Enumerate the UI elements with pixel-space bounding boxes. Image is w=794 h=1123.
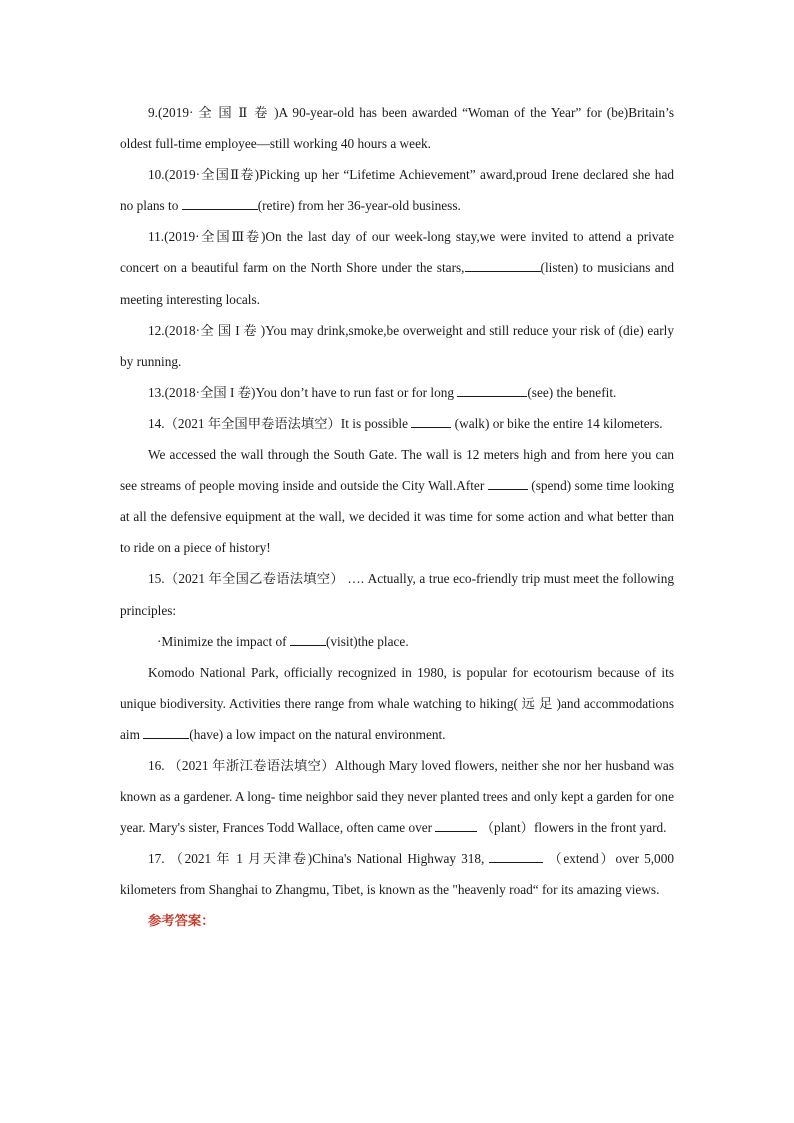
question-text: 12.(2018·全 国 I 卷 )You may drink,smoke,be overweight and still reduce your risk of (die) early by running.: [120, 322, 674, 369]
question-text: 15.（2021 年全国乙卷语法填空） …. Actually, a true eco-friendly trip must meet the following principles:: [120, 571, 674, 618]
question-12: [120, 315, 674, 377]
question-13: [120, 377, 674, 408]
answer-blank[interactable]: [411, 415, 451, 428]
question-text-pre: Komodo National Park, officially recognized in 1980, is popular for ecotourism because of its unique biodiversity. Activities there range from whale watching to hiking( 远 足 )and accommodations aim: [120, 664, 674, 742]
question-text-post: （plant）flowers in the front yard.: [477, 820, 667, 836]
question-17: [120, 843, 674, 905]
question-text-post: (have) a low impact on the natural environment.: [189, 726, 446, 742]
question-9: [120, 97, 674, 159]
question-text-pre: ·Minimize the impact of: [157, 633, 290, 649]
answer-blank[interactable]: [489, 850, 543, 863]
question-text-post: (visit)the place.: [325, 633, 409, 649]
question-text-post: (listen) to musicians and meeting interesting locals.: [120, 260, 674, 307]
question-15: [120, 563, 674, 625]
question-14-passage: [120, 439, 674, 563]
answer-blank[interactable]: [290, 633, 326, 646]
question-list: [120, 97, 674, 937]
question-text: 9.(2019· 全 国 Ⅱ 卷 )A 90-year-old has been awarded “Woman of the Year” for (be)Britain’s oldest full-time employee—still working 40 hours a week.: [120, 105, 674, 152]
question-text-post: (retire) from her 36-year-old business.: [257, 198, 461, 214]
answer-blank[interactable]: [182, 197, 258, 210]
answer-blank[interactable]: [488, 477, 528, 490]
question-text-post: (spend) some time looking at all the defensive equipment at the wall, we decided it was time for some action and what better than to ride on a piece of history!: [120, 478, 675, 556]
question-text-post: (walk) or bike the entire 14 kilometers.: [451, 415, 663, 431]
question-15-passage: [120, 657, 674, 750]
question-14: [120, 408, 674, 439]
question-text-pre: 14.（2021 年全国甲卷语法填空）It is possible: [148, 415, 412, 431]
answer-blank[interactable]: [465, 259, 541, 272]
question-text-pre: 10.(2019·全国Ⅱ卷)Picking up her “Lifetime Achievement” award,proud Irene declared she had no plans to: [120, 167, 674, 214]
question-text-post: （extend）over 5,000 kilometers from Shanghai to Zhangmu, Tibet, is known as the "heavenly road“ for its amazing views.: [120, 851, 674, 898]
question-16: [120, 750, 674, 843]
question-11: [120, 221, 674, 314]
question-text-pre: We accessed the wall through the South Gate. The wall is 12 meters high and from here you can see streams of people moving inside and outside the City Wall.After: [120, 447, 674, 494]
answer-blank[interactable]: [435, 819, 477, 832]
question-text-pre: 17. （2021 年 1 月天津卷)China's National Highway 318,: [148, 851, 490, 867]
question-text-pre: 13.(2018·全国 I 卷)You don’t have to run fast or for long: [148, 384, 458, 400]
answer-heading: 参考答案：: [148, 913, 215, 929]
answer-blank[interactable]: [457, 384, 527, 397]
answer-blank[interactable]: [143, 726, 189, 739]
question-10: [120, 159, 674, 221]
question-text-pre: 11.(2019·全国Ⅲ卷)On the last day of our week-long stay,we were invited to attend a private concert on a beautiful farm on the North Shore under the stars,: [120, 229, 674, 276]
question-text-post: (see) the benefit.: [527, 384, 617, 400]
question-15-principle: [120, 626, 674, 657]
question-text-pre: 16. （2021 年浙江卷语法填空）Although Mary loved flowers, neither she nor her husband was known as a gardener. A long- time neighbor said they never planted trees and only kept a garden for one year. Mary's sister, Frances Todd Wallace, often came over: [120, 757, 674, 836]
